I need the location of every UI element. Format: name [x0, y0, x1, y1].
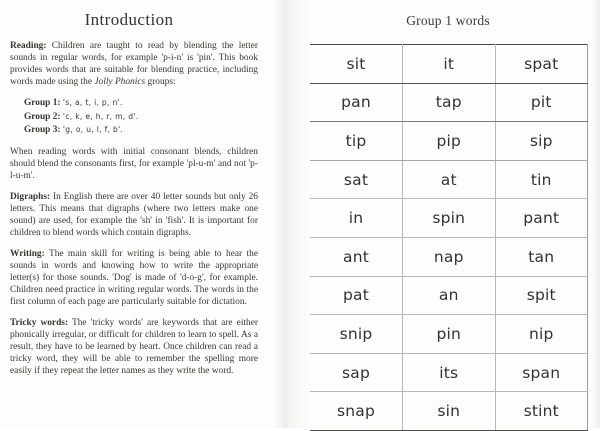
phonics-group-list [10, 97, 258, 137]
paragraph-reading-italic: Jolly Phonics [94, 77, 146, 87]
word-cell: tip [310, 122, 403, 161]
word-cell: tap [403, 83, 496, 122]
word-cell: pant [495, 199, 588, 238]
paragraph-reading-lead: Reading: [10, 41, 47, 51]
group-1-letters: 's, a, t, i, p, n'. [62, 98, 123, 107]
paragraph-writing-text: The main skill for writing is being able to hear the sounds in words and knowing how to write the appropriate letter(s) for those sounds. 'Dog' is made of 'd-o-g', for example. Children need practice in writing regular words. The words in the first column of each page are particularly suitable for dictation. [10, 248, 258, 307]
word-cell: pin [403, 315, 496, 354]
table-row [310, 199, 588, 238]
group-list-item [24, 111, 258, 124]
word-cell: ant [310, 237, 403, 276]
paragraph-digraphs [10, 191, 258, 239]
right-page [300, 0, 600, 428]
word-cell: at [403, 160, 496, 199]
paragraph-digraphs-text: In English there are over 40 letter sounds but only 26 letters. This means that digraphs (where two letters make one sound) are used, for example the 'sh' in 'fish'. It is important for children to blend words which contain digraphs. [10, 191, 258, 238]
page-title-introduction: Introduction [84, 10, 174, 29]
paragraph-reading-tail: groups: [145, 77, 176, 87]
table-row [310, 276, 588, 315]
paragraph-blends: When reading words with initial consonant blends, children should blend the consonants first, for example 'pl-u-m' and not 'p-l-u-m'. [10, 146, 258, 181]
paragraph-digraphs-lead: Digraphs: [10, 191, 51, 202]
group-3-letters: 'g, o, u, l, f, b'. [62, 125, 124, 134]
left-page [0, 0, 280, 428]
table-row [310, 392, 588, 431]
group-1-label: Group 1: [24, 98, 61, 108]
word-cell: tan [495, 237, 588, 276]
paragraph-tricky-words [10, 317, 258, 377]
word-cell: spat [495, 45, 588, 84]
word-cell: sat [310, 160, 403, 199]
word-cell: its [403, 353, 496, 392]
word-cell: sip [495, 122, 588, 161]
table-row [310, 160, 588, 199]
paragraph-tricky-words-lead: Tricky words: [10, 317, 69, 328]
group-list-item [24, 97, 258, 110]
word-cell: an [403, 276, 496, 315]
word-cell: spit [495, 276, 588, 315]
word-cell: snap [310, 392, 403, 431]
word-table [310, 44, 588, 431]
word-cell: tin [495, 160, 588, 199]
table-row [310, 122, 588, 161]
word-cell: pit [495, 83, 588, 122]
table-row [310, 315, 588, 354]
word-cell: in [310, 199, 403, 238]
introduction-body [10, 40, 258, 377]
word-cell: spin [403, 199, 496, 238]
word-cell: nap [403, 237, 496, 276]
paragraph-writing-lead: Writing: [10, 248, 45, 259]
paragraph-reading [10, 40, 258, 88]
group-3-label: Group 3: [24, 125, 61, 135]
page-title-group-1-words: Group 1 words [406, 13, 490, 28]
paragraph-writing [10, 248, 258, 308]
word-cell: it [403, 45, 496, 84]
table-row [310, 45, 588, 84]
group-2-label: Group 2: [24, 111, 61, 122]
word-cell: nip [495, 315, 588, 354]
table-row [310, 237, 588, 276]
word-cell: sit [310, 45, 403, 84]
word-cell: sin [403, 392, 496, 431]
word-cell: snip [310, 315, 403, 354]
word-cell: span [495, 353, 588, 392]
table-row [310, 83, 588, 122]
paragraph-reading-text: Children are taught to read by blending the letter sounds in regular words, for example 'p-i-n' is 'pin'. This book provides words that are suitable for blending practice, including words made using the [10, 41, 258, 87]
word-cell: stint [495, 392, 588, 431]
word-cell: sap [310, 353, 403, 392]
word-cell: pat [310, 276, 403, 315]
word-table-body [310, 45, 588, 431]
table-row [310, 353, 588, 392]
group-2-letters: 'c, k, e, h, r, m, d'. [62, 111, 139, 121]
word-cell: pip [403, 122, 496, 161]
paragraph-tricky-words-text: The 'tricky words' are keywords that are either phonically irregular, or difficult for children to learn to spell. As a result, they have to be learned by heart. Once children can read a tricky word, they will be able to remember the spelling more easily if they repeat the letter names as they write the word. [10, 317, 258, 376]
group-list-item [24, 124, 258, 137]
word-cell: pan [310, 83, 403, 122]
